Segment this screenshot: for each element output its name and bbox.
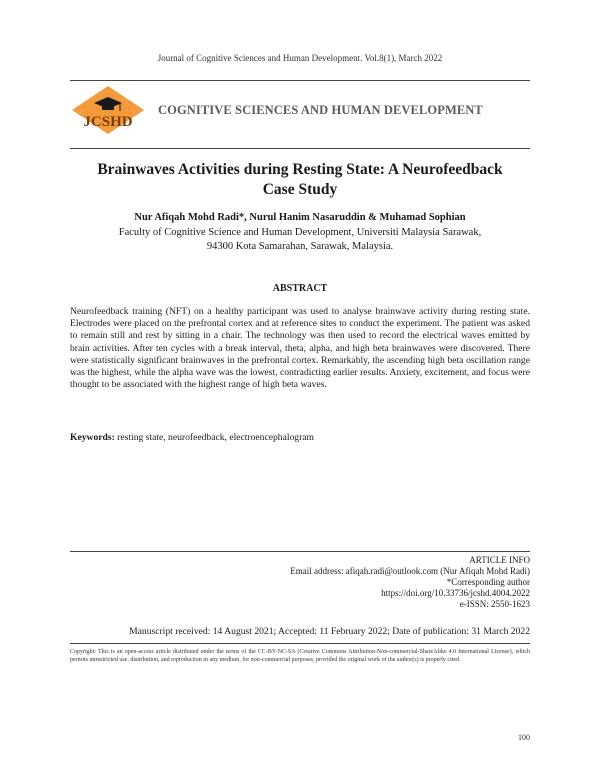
article-info-doi-link[interactable]: https://doi.org/10.33736/jcshd.4004.2022 bbox=[381, 588, 530, 598]
journal-name: COGNITIVE SCIENCES AND HUMAN DEVELOPMENT bbox=[158, 103, 483, 117]
graduation-cap-base bbox=[102, 105, 114, 110]
page-number: 100 bbox=[518, 733, 530, 742]
affiliation-line-2: 94300 Kota Samarahan, Sarawak, Malaysia. bbox=[206, 241, 394, 252]
affiliation-line-1: Faculty of Cognitive Science and Human Development, Universiti Malaysia Sarawak, bbox=[118, 227, 482, 238]
article-info-eissn: e-ISSN: 2550-1623 bbox=[459, 599, 530, 609]
journal-citation-line: Journal of Cognitive Sciences and Human Development. Vol.8(1), March 2022 bbox=[157, 53, 443, 63]
keywords-list: resting state, neurofeedback, electroencephalogram bbox=[117, 432, 315, 443]
manuscript-dates: Manuscript received: 14 August 2021; Accepted: 11 February 2022; Date of publication: 31 March 2022 bbox=[129, 626, 530, 637]
copyright-rule bbox=[70, 643, 530, 644]
copyright-notice: Copyright: This is an open-access article distributed under the terms of the CC-BY-NC-SA (Creative Commons Attribution-Non-commercial-ShareAlike 4.0 International License), which permits unrestricted use, distribution, and reproduction in any medium, for non-commercial purposes, provided the original work of the author(s) is properly cited. bbox=[70, 649, 530, 664]
article-info-corresponding: *Corresponding author bbox=[446, 577, 530, 587]
article-title: Brainwaves Activities during Resting State: A Neurofeedback Case Study bbox=[97, 161, 503, 198]
jcshd-logo bbox=[70, 85, 146, 135]
header-rule-bottom bbox=[70, 148, 530, 149]
article-info-email: Email address: afiqah.radi@outlook.com (Nur Afiqah Mohd Radi) bbox=[290, 566, 530, 576]
article-info-rule bbox=[70, 551, 530, 552]
keywords bbox=[70, 432, 314, 443]
article-info-heading: ARTICLE INFO bbox=[469, 555, 530, 565]
header-rule-top bbox=[70, 80, 530, 81]
keywords-label: Keywords: bbox=[70, 432, 115, 443]
logo-text: JCSHD bbox=[83, 114, 133, 130]
article-authors: Nur Afiqah Mohd Radi*, Nurul Hanim Nasaruddin & Muhamad Sophian bbox=[134, 212, 466, 223]
abstract-text: Neurofeedback training (NFT) on a healthy participant was used to analyse brainwave activity during resting state. Electrodes were placed on the prefrontal cortex and at reference sites to conduct the experiment. The patient was asked to remain still and rest by sitting in a chair. The technology was then used to record the electrical waves emitted by brain activities. After ten cycles with a break interval, theta, alpha, and high beta brainwaves were discovered. There were statistically significant brainwaves in the prefrontal cortex. Remarkably, the ascending high beta oscillation range was the highest, while the alpha wave was the lowest, contradicting earlier results. Anxiety, excitement, and focus were thought to be associated with the highest range of high beta waves. bbox=[70, 306, 530, 391]
abstract-heading: ABSTRACT bbox=[272, 283, 328, 294]
author-affiliation bbox=[80, 226, 520, 254]
